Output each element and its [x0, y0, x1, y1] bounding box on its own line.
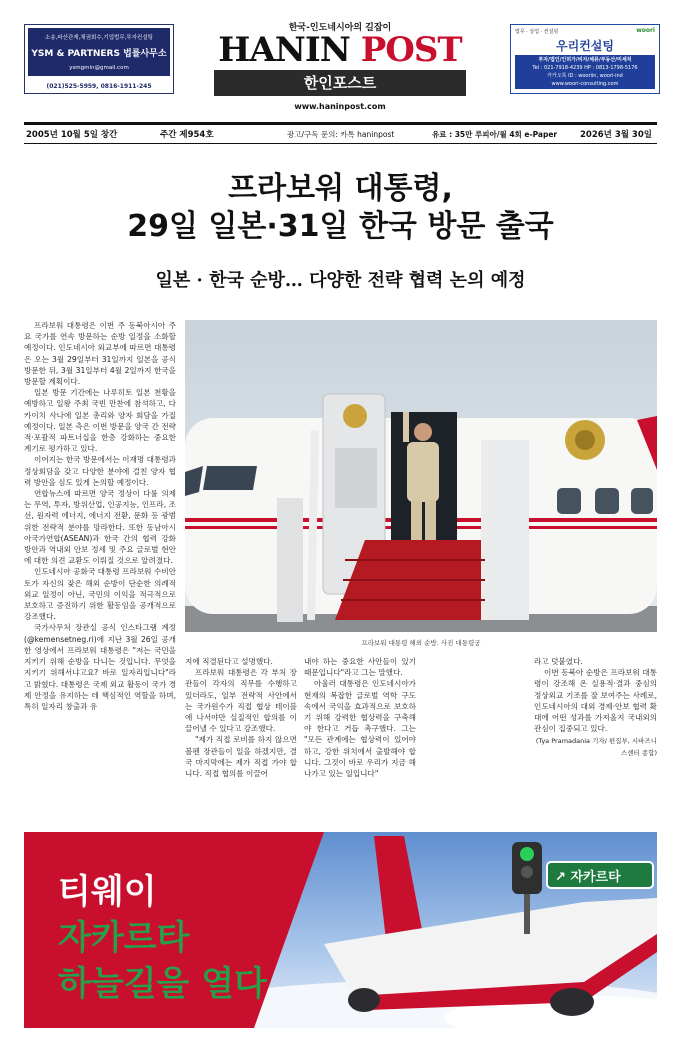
consulting-name: 우리컨설팅	[556, 39, 614, 53]
paragraph: 라고 덧붙였다.	[534, 657, 583, 666]
article-column-3	[304, 656, 416, 779]
subscription-contact: 광고/구독 문의: 카톡 haninpost	[287, 130, 395, 139]
paragraph: 프라보워 대통령은 각 부처 장관들이 각자의 직무를 수행하고 있더라도, 일부 전략적 사안에서는 국가원수가 직접 협상 테이블에 나서야만 실질적인 합의를 이끌어낼 수 있다고 강조했다.	[185, 668, 297, 734]
paragraph: 이번 동북아 순방은 프라보워 대통령이 강조해 온 실용적·결과 중심의 정상외교 기조를 잘 보여주는 사례로, 인도네시아의 대외 경제·안보 협력 확대에 어떤 성과를 가져올지 국내외의 관심이 집중되고 있다.	[534, 668, 657, 734]
infobar-top-rule	[24, 122, 657, 125]
infobar-bottom-rule	[24, 143, 657, 144]
law-firm-email: ysmgmin@gmail.com	[69, 65, 129, 71]
road-sign-label: 자카르타	[570, 870, 621, 885]
law-firm-ad-banner	[28, 28, 170, 76]
subheadline: 일본 · 한국 순방… 다양한 전략 협력 논의 예정	[155, 270, 526, 291]
paragraph: 이어지는 한국 방문에서는 이재명 대통령과 정상회담을 갖고 다양한 분야에 걸친 양자 협력 방안을 심도 있게 논의할 예정이다.	[24, 455, 176, 487]
masthead-url[interactable]: www.haninpost.com	[294, 102, 386, 111]
masthead[interactable]	[214, 20, 466, 98]
headline-line-2: 29일 일본·31일 한국 방문 출국	[127, 209, 554, 244]
consulting-categories: 법무 · 상업 · 컨설팅	[515, 29, 559, 35]
airline-ad-line-3: 하늘길을 열다	[58, 964, 267, 1004]
law-firm-ad[interactable]	[24, 24, 174, 94]
founded-date: 2005년 10월 5일 창간	[26, 130, 118, 140]
law-firm-name: YSM & PARTNERS 법률사무소	[31, 49, 167, 59]
consulting-website: www.woori-consulting.com	[551, 81, 619, 87]
issue-number: 주간 제954호	[160, 130, 214, 140]
distribution-info: 유료 : 35만 루피아/월 4회 e-Paper	[432, 130, 558, 139]
consulting-info-bar	[515, 55, 655, 89]
paragraph: 인도네시아 공화국 대통령 프라보워 수비안토가 자신의 잦은 해외 순방이 단순한 의례적 외교 일정이 아닌, 국민의 이익을 적극적으로 보호하고 증진하기 위한 활동임을 공개적으로 강조했다.	[24, 567, 176, 622]
paragraph: 일본 방문 기간에는 나루히토 일본 천황을 예방하고 일왕 주최 국빈 만찬에 참석하고, 다카이치 사나에 일본 총리와 양자 회담을 가질 예정이다. 일본 측은 이번 방문을 양국 간 전략적·포괄적 파트너십을 한층 강화하는 중요한 계기로 평가하고 있다.	[24, 388, 176, 454]
paragraph: 아울러 대통령은 인도네시아가 현재의 복잡한 글로벌 역학 구도 속에서 국익을 효과적으로 보호하기 위해 강력한 협상력을 구축해야 한다고 거듭 촉구했다. 그는 "모든 관계에는 협상력이 있어야 하고, 강한 위치에서 출발해야 합니다. 그것이 바로 우리가 지금 해나가고 있는 일입니다"	[304, 679, 416, 779]
road-sign-arrow-icon: ↗	[555, 870, 566, 885]
masthead-tagline: 한국-인도네시아의 길잡이	[288, 23, 392, 33]
paragraph: 국가사무처 장관실 공식 인스타그램 계정(@kemensetneg.ri)에 지난 3월 26일 공개한 영상에서 프라보워 대통령은 "저는 국민을 지키기 위해 순방을 다니는 것입니다. 무엇을 지키기 위해서냐고요? 바로 일자리입니다"라고 밝혔다. 대통령은 국제 외교 활동이 국가 경제 안정을 유지하는 데 핵심적인 역할을 하며, 특히 일자리 창출과 유	[24, 623, 176, 711]
aircraft-departure-photo	[185, 320, 657, 632]
consulting-ad[interactable]	[510, 24, 660, 94]
paragraph: 내야 하는 중요한 사안들이 있기 때문입니다"라고 그는 말했다.	[304, 657, 416, 678]
article-column-1	[24, 320, 176, 790]
airline-ad-brand: 티웨이	[58, 872, 157, 912]
masthead-korean-name: 한인포스트	[214, 70, 466, 96]
paragraph: "제가 직접 로비를 하지 않으면 볼펜 장관들이 일을 하겠지만, 결국 마지막에는 제가 직접 가야 합니다. 직접 협의를 이끌어	[185, 735, 297, 779]
consulting-brand-mark: woori	[636, 27, 655, 34]
article-photo[interactable]	[185, 320, 657, 632]
paragraph: 프라보워 대통령은 이번 주 동북아시아 주요 국가를 연속 방문하는 순방 일정을 소화할 예정이다. 인도네시아 외교부에 따르면 대통령은 오는 3월 29일부터 31일까지 일본을 공식 방문한 뒤, 3월 31일부터 4월 2일까지 한국을 방문할 계획이다.	[24, 321, 176, 387]
law-firm-phone: (021)525-5959, 0816-1911-245	[46, 83, 152, 90]
consulting-services: 투자/법인/인허가/비자/체류/부동산/미세처	[538, 57, 632, 63]
article-column-4	[534, 656, 657, 759]
logo-part-hanin: HANIN	[218, 30, 350, 70]
article-column-2	[185, 656, 297, 779]
masthead-logo	[214, 32, 466, 68]
consulting-kakao: 카카오톡 ID : wooriin, woori-ind	[547, 73, 623, 79]
issue-date: 2026년 3월 30일	[580, 130, 652, 140]
paragraph: 연합뉴스에 따르면 양국 정상이 다룰 의제는 무역, 투자, 방위산업, 인공지능, 인프라, 조선, 원자력 에너지, 에너지 전환, 문화 등 광범위한 전략적 분야를 망라한다. 또한 동남아시아국가연합(ASEAN)과 한국 간의 협력 강화 방안과 역내외 안보 정세 및 주요 글로벌 현안에 대한 의견 교환도 이뤄질 것으로 알려졌다.	[24, 489, 176, 566]
tway-airline-ad[interactable]	[24, 832, 657, 1028]
photo-caption: 프라보워 대통령 해외 순방. 사진 대통령궁	[361, 639, 481, 647]
logo-part-post: POST	[360, 30, 462, 70]
law-firm-services: 소송,파산관재,채권회수,기업법무,투자컨설팅	[45, 35, 153, 41]
paragraph: 지에 직결된다고 설명했다.	[185, 657, 273, 666]
consulting-phone: Tel : 021-7918-4239 HP : 0813-1798-5176	[532, 65, 638, 71]
article-credit: (Tya Pramadania 기자/ 편집부, 시바즈니스센터 종합)	[535, 737, 657, 757]
headline-line-1: 프라보워 대통령,	[228, 171, 453, 206]
airline-ad-line-2: 자카르타	[58, 918, 190, 958]
road-sign-text	[555, 866, 621, 885]
